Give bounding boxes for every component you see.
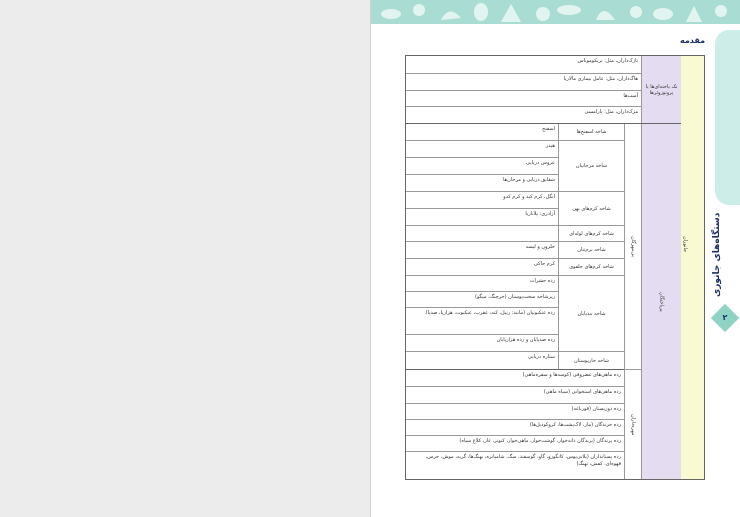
- phylum-name: شاخه کرم‌های لوله‌ای: [558, 225, 624, 241]
- phylum-name: شاخه نرم‌تنان: [558, 241, 624, 258]
- page-number: ۲: [722, 313, 728, 322]
- kingdom-label: جانوران: [682, 236, 688, 253]
- animal-silhouettes-icon: [371, 0, 740, 24]
- multicellular-region: [406, 123, 681, 479]
- protozoa-label: تک یاخته‌ای‌ها یا پروتوزوئرها: [641, 56, 681, 123]
- phylum-item: کرم خاکی: [406, 258, 558, 275]
- protozoa-row: آمیب‌ها: [406, 90, 641, 106]
- chapter-side-tab: [715, 30, 740, 205]
- protozoa-row: تاژک‌داران، مثل: تریکوموناس: [577, 58, 638, 64]
- phylum-item-empty: [406, 225, 558, 241]
- phylum-item: آزادزی: پلاناریا: [406, 208, 558, 225]
- multicellular-label: [641, 124, 681, 479]
- invertebrates-label: [624, 124, 641, 369]
- vertebrate-class: رده پرندگان (پرندگان دانه‌خوار، گوشت‌خوار، ماهی‌خوار، کبوتر، غاز، کلاغ سیاه): [406, 435, 624, 451]
- phylum-item: عروس دریایی: [406, 157, 558, 174]
- phylum-name: شاخه بندپایان: [558, 275, 624, 351]
- vertebrate-class: رده پستانداران (پلاتی‌پوس، کانگورو، گاو، گوسفند، سگ، شامپانزه، نهنگ‌ها، گربه، موش، خرس، قهوه‌ای، کفش، نهنگ): [406, 451, 624, 479]
- phylum-name: شاخه کرم‌های پهن: [558, 191, 624, 225]
- vertebrates-label-text: مهره‌داران: [630, 413, 636, 436]
- phylum-item: انگل، کرم کبد و کرم کدو: [406, 191, 558, 208]
- phylum-name: شاخه خارپوستان: [558, 351, 624, 369]
- invertebrates-label-text: بی‌مهرگان: [630, 236, 636, 257]
- protozoa-row: مژک‌داران، مثل: پارامسی: [406, 106, 641, 123]
- vertebrate-class: رده ماهی‌های غضروفی (کوسه‌ها و سفره‌ماهی): [406, 369, 624, 386]
- phylum-item: ستاره دریایی: [406, 351, 558, 369]
- phylum-name: شاخه کرم‌های حلقوی: [558, 258, 624, 275]
- vertebrate-class: رده دوزیستان (قورباغه): [406, 403, 624, 419]
- vertebrate-class: رده ماهی‌های استخوانی (سیاه ماهی): [406, 386, 624, 403]
- phylum-name: شاخه اسفنج‌ها: [558, 124, 624, 140]
- vertebrates-label: [624, 369, 641, 479]
- phylum-item: زیرشاخه سخت‌پوستان (خرچنگ، میگو): [406, 291, 558, 307]
- phylum-item: اسفنج: [542, 126, 555, 132]
- chapter-title: دستگاه‌های جانوری: [712, 212, 722, 298]
- kingdom-column: [679, 56, 704, 479]
- phylum-name: شاخه مرجانیان: [558, 140, 624, 191]
- vertebrate-class: رده خزندگان (مار، لاک‌پشت‌ها، کروکودیل‌ها): [406, 419, 624, 435]
- phylum-item: رده حشرات: [406, 275, 558, 291]
- phylum-item: شقایق دریایی و مرجان‌ها: [406, 174, 558, 191]
- phylum-item: رده صدپایان و رده هزارپایان: [406, 334, 558, 351]
- multicellular-label-text: پریاختگان: [658, 291, 665, 312]
- phylum-item: حلزون و لیسه: [406, 241, 558, 258]
- section-heading: مقدمه: [680, 36, 706, 45]
- protozoa-region: [406, 56, 681, 123]
- phylum-item: رده عنکبوتیان (مانند: رتیل، کنه، عقرب، عنکبوت، هزارپا، صدپا): [406, 307, 558, 334]
- decorative-animal-banner: [371, 0, 740, 24]
- protozoa-row: هاگ‌داران، مثل: عامل بیماری مالاریا: [406, 73, 641, 90]
- phylum-item: هیدر: [406, 140, 558, 157]
- classification-table: [405, 55, 705, 480]
